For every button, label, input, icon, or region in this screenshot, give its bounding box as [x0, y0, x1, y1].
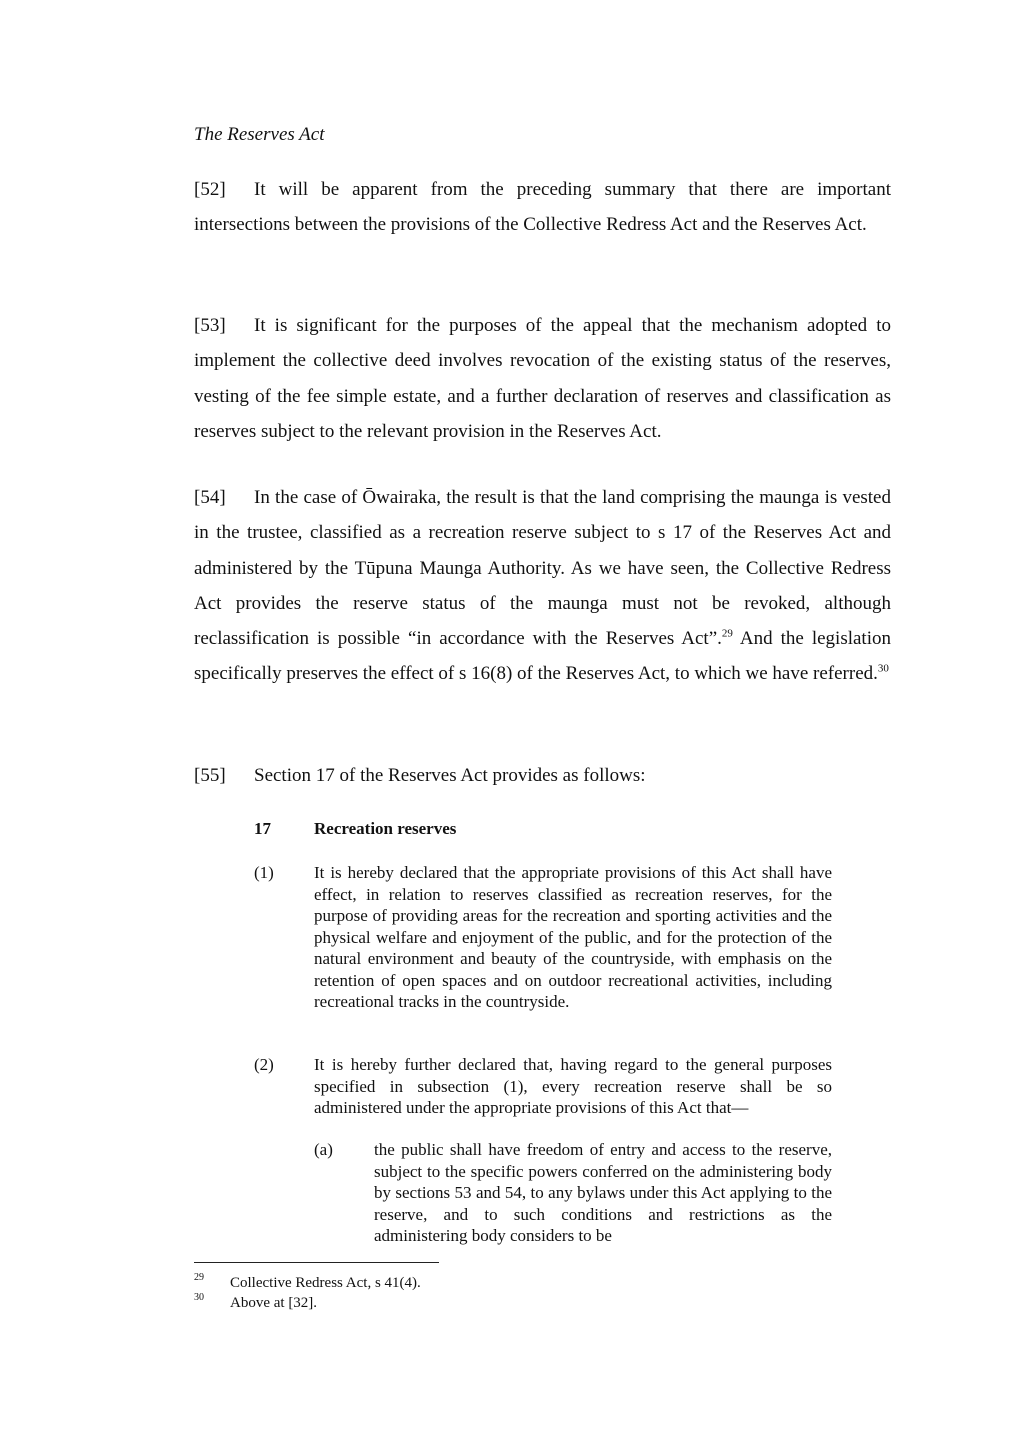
subsection-text: It is hereby declared that the appropriate provisions of this Act shall have effect, in relation to reserves classified as recreation reserves, for the purpose of providing areas for the recreation and sporting activities and the physical welfare and enjoyment of the public, and for the protection of the natural environment and beauty of the countryside, with emphasis on the retention of open spaces and on outdoor recreational activities, including recreational tracks in the countryside. — [314, 863, 832, 1011]
paragraph-text: It is significant for the purposes of the appeal that the mechanism adopted to implement the collective deed involves revocation of the existing status of the reserves, vesting of the fee simple estate, and a further declaration of reserves and classification as reserves subject to the relevant provision in the Reserves Act. — [194, 315, 891, 442]
statute-section-heading — [254, 819, 456, 839]
footnote-divider — [194, 1262, 439, 1263]
subsection-label: (1) — [254, 863, 274, 882]
subsection-text: It is hereby further declared that, having regard to the general purposes specified in subsection (1), every recreation reserve shall be so administered under the appropriate provisions of this Act that— — [314, 1055, 832, 1117]
paragraph-text-continued: And the legislation specifically preserves the effect of s 16(8) of the Reserves Act, to which we have referred. — [194, 628, 891, 685]
paragraph-number: [55] — [194, 765, 226, 786]
paragraph-55 — [194, 758, 891, 793]
paragraph-number: [53] — [194, 315, 226, 336]
paragraph-text: In the case of Ōwairaka, the result is that the land comprising the maunga is vested in the trustee, classified as a recreation reserve subject to s 17 of the Reserves Act and administered by the Tūpuna Maunga Authority. As we have seen, the Collective Redress Act provides the reserve status of the maunga must not be revoked, although reclassification is possible “in accordance with the Reserves Act”. — [194, 487, 891, 650]
paragraph-number: [52] — [194, 179, 226, 200]
paragraph-53 — [194, 308, 891, 449]
statute-section-title: Recreation reserves — [314, 819, 457, 838]
paragraph-text: It will be apparent from the preceding summary that there are important intersections between the provisions of the Collective Redress Act and the Reserves Act. — [194, 179, 891, 236]
footnote-text: Above at [32]. — [230, 1295, 318, 1311]
statute-section-number: 17 — [254, 819, 271, 838]
subsection-label: (a) — [314, 1140, 333, 1159]
footnote-number: 29 — [194, 1272, 204, 1283]
section-heading: The Reserves Act — [194, 124, 325, 145]
footnote-number: 30 — [194, 1292, 204, 1303]
subsection-text: the public shall have freedom of entry and access to the reserve, subject to the specific powers conferred on the administering body by sections 53 and 54, to any bylaws under this Act applying to the reserve, and to such conditions and restrictions as the administering body considers to be — [374, 1140, 832, 1245]
subsection-label: (2) — [254, 1055, 274, 1074]
footnote-ref-30[interactable]: 30 — [877, 663, 889, 676]
footnote-ref-29[interactable]: 29 — [721, 627, 733, 640]
paragraph-text: Section 17 of the Reserves Act provides as follows: — [254, 765, 646, 786]
paragraph-52 — [194, 172, 891, 243]
paragraph-number: [54] — [194, 487, 226, 508]
footnote-text: Collective Redress Act, s 41(4). — [230, 1275, 421, 1291]
paragraph-54 — [194, 480, 891, 692]
